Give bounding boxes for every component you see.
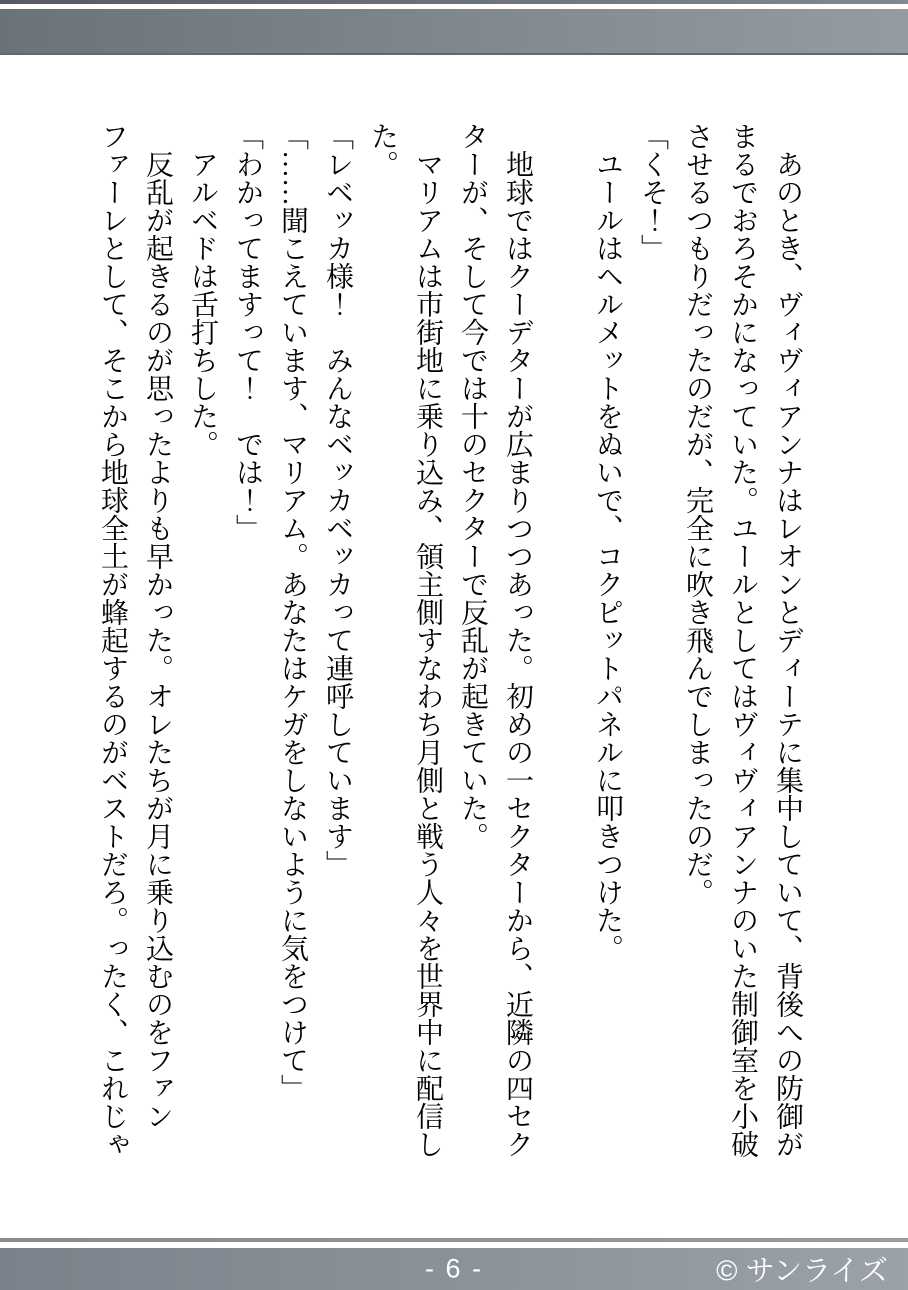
text-line: あのとき、ヴィヴィアンナはレオンとディーテに集中していて、背後への防御が [772,150,803,1158]
text-line: 「くそ！」 [637,122,668,262]
text-line: アルベドは舌打ちした。 [187,150,218,458]
footer-bar [0,1248,908,1290]
text-block [90,122,810,1182]
page-number: - 6 - [424,1253,483,1284]
footer-rule [0,1238,908,1242]
header-top-strip [0,0,908,4]
text-line: ファーレとして、そこから地球全土が蜂起するのがベストだろ。ったく、これじゃ [97,122,128,1158]
blank-line [540,122,585,1182]
copyright-label: © サンライズ [716,1255,888,1288]
text-line: 「わかってますって！ では！」 [232,122,263,542]
text-line: 地球ではクーデターが広まりつつあった。初めの一セクターから、近隣の四セク [502,150,533,1158]
text-line: 「レベッカ様！ みんなベッカベッカって連呼しています」 [322,122,353,878]
text-line: ユールはヘルメットをぬいで、コクピットパネルに叩きつけた。 [592,150,623,962]
header-bar [0,9,908,55]
text-line: ターが、そして今では十のセクターで反乱が起きていた。 [457,122,488,850]
text-line: た。 [367,122,398,178]
text-line: させるつもりだったのだが、完全に吹き飛んでしまったのだ。 [682,122,713,906]
text-line: まるでおろそかになっていた。ユールとしてはヴィヴィアンナのいた制御室を小破 [727,122,758,1158]
text-line: 反乱が起きるのが思ったよりも早かった。オレたちが月に乗り込むのをファン [142,150,173,1130]
text-line: マリアムは市街地に乗り込み、領主側すなわち月側と戦う人々を世界中に配信し [412,150,443,1158]
text-line: 「……聞こえています、マリアム。あなたはケガをしないように気をつけて」 [277,122,308,1102]
